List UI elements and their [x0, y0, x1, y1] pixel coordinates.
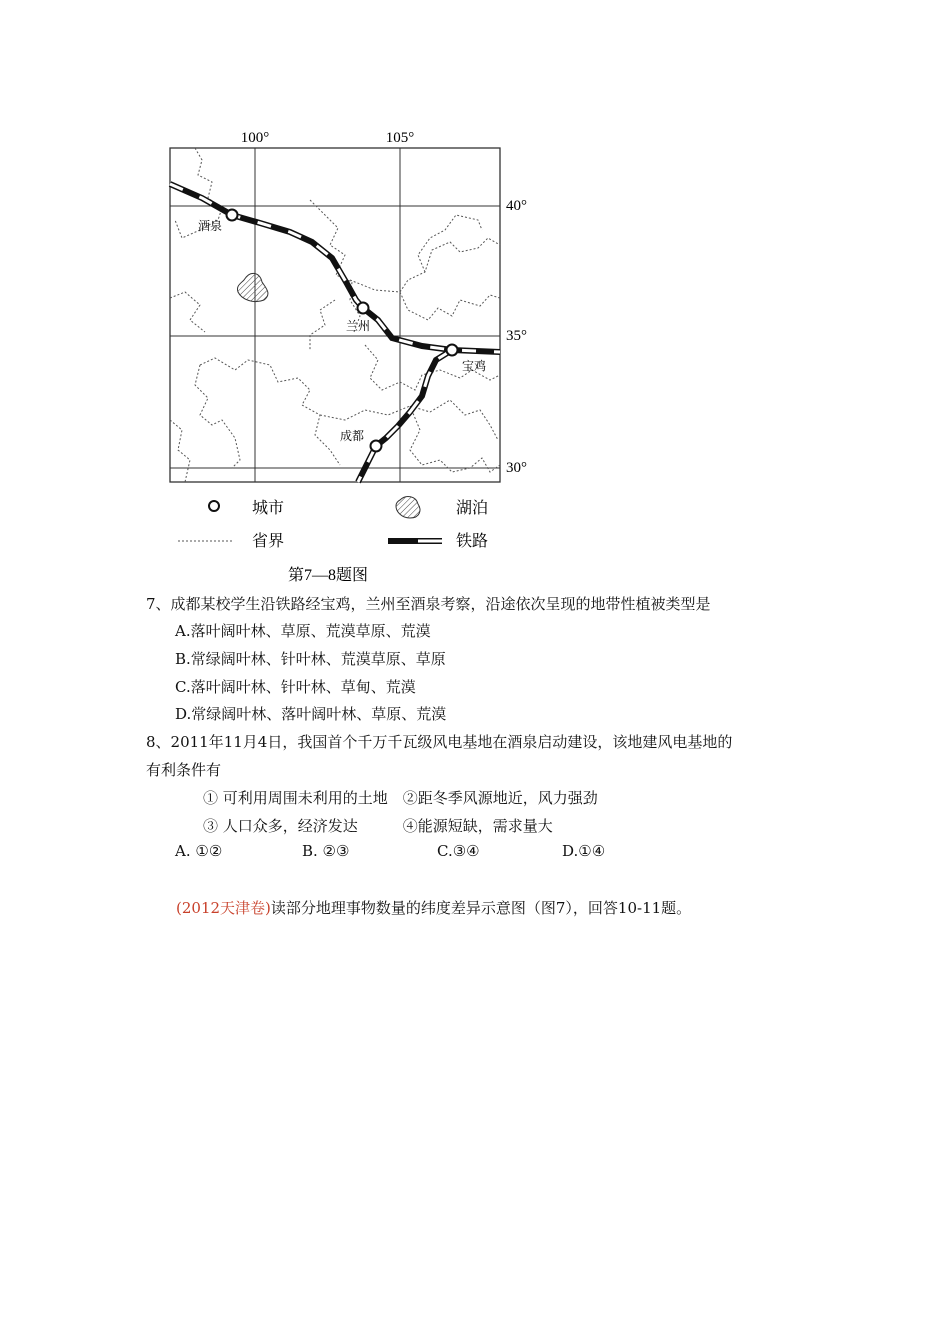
question-8-answers: [175, 842, 675, 864]
question-7-option-a: A.落叶阔叶林、草原、荒漠草原、荒漠: [175, 622, 431, 640]
legend-city-icon: [209, 501, 219, 511]
legend-lake-icon: [396, 497, 420, 518]
next-section-intro: [176, 897, 691, 919]
question-8-conditions-row2: ③ 人口众多，经济发达 ④能源短缺，需求量大: [203, 817, 553, 835]
question-8-conditions-row1: ① 可利用周围未利用的土地 ②距冬季风源地近，风力强劲: [203, 789, 598, 807]
city-label-chengdu: 成都: [340, 429, 365, 443]
question-7-option-b: B.常绿阔叶林、针叶林、荒漠草原、草原: [175, 650, 446, 668]
city-jiuquan: [198, 210, 238, 234]
figure-caption: 第7—8题图: [288, 567, 369, 584]
question-8-stem-line1: 8、2011年11月4日，我国首个千万千瓦级风电基地在酒泉启动建设，该地建风电基地的: [146, 733, 733, 751]
question-8-answer-b: B. ②③: [302, 842, 350, 860]
lat-label-35: 35°: [506, 328, 527, 344]
lon-label-105: 105°: [385, 130, 415, 146]
city-label-lanzhou: 兰州: [346, 319, 371, 333]
question-8-stem-line2: 有利条件有: [146, 761, 222, 779]
city-chengdu: [340, 428, 382, 452]
legend-city-label: 城市: [252, 500, 285, 517]
legend-lake-label: 湖泊: [456, 500, 489, 517]
lake-shape: [237, 273, 267, 301]
question-8-answer-d: D.①④: [562, 842, 606, 860]
question-8-answer-a: A. ①②: [175, 842, 223, 860]
question-7-option-d: D.常绿阔叶林、落叶阔叶林、草原、荒漠: [175, 705, 447, 723]
source-label: (2012天津卷): [176, 899, 271, 917]
lat-label-40: 40°: [506, 198, 527, 214]
city-lanzhou: [346, 303, 370, 334]
lat-label-30: 30°: [506, 460, 527, 476]
question-7-stem: 7、成都某校学生沿铁路经宝鸡，兰州至酒泉考察，沿途依次呈现的地带性植被类型是: [146, 595, 711, 613]
question-8-answer-c: C.③④: [437, 842, 480, 860]
legend-railway-label: 铁路: [456, 533, 489, 550]
city-label-baoji: 宝鸡: [462, 359, 487, 373]
map-legend: [178, 497, 488, 584]
lon-label-100: 100°: [240, 130, 270, 146]
railway-map-figure: [160, 120, 540, 590]
question-7-option-c: C.落叶阔叶林、针叶林、草甸、荒漠: [175, 678, 416, 696]
city-label-jiuquan: 酒泉: [198, 219, 223, 233]
legend-border-label: 省界: [252, 533, 285, 550]
province-borders: [170, 148, 500, 482]
intro-text: 读部分地理事物数量的纬度差异示意图（图7），回答10-11题。: [270, 899, 692, 917]
